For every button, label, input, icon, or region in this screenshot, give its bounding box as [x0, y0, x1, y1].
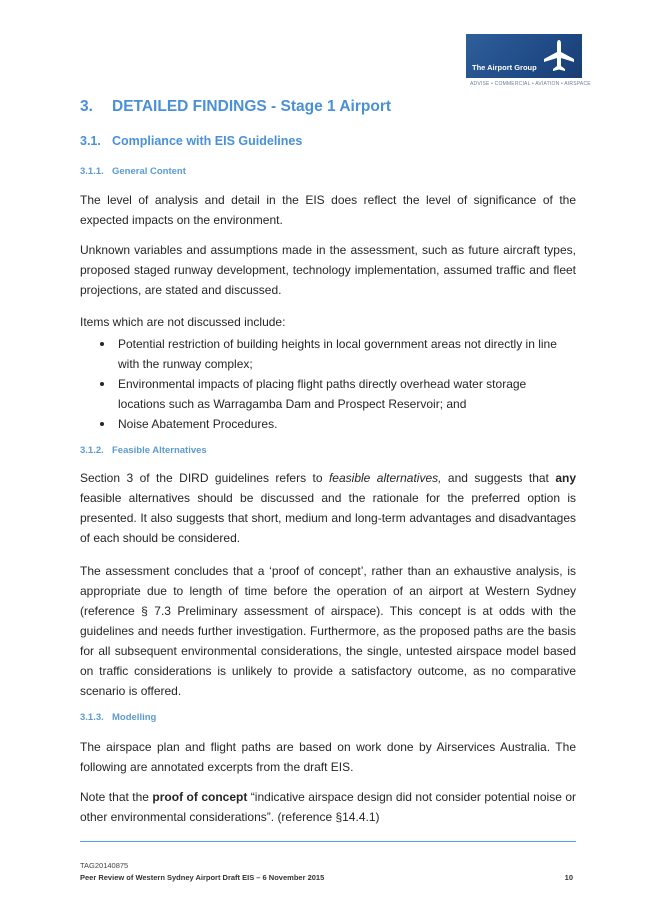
bullet-icon [100, 382, 104, 386]
airplane-icon [541, 38, 577, 74]
general-content-paragraph-1: The level of analysis and detail in the EIS does reflect the level of significance of the expected impacts on the environment. [80, 193, 576, 227]
logo-text: The Airport Group [472, 63, 537, 72]
logo-tagline: ADVISE • COMMERCIAL • AVIATION • AIRSPACE [470, 81, 591, 87]
text-run: Note that the [80, 790, 153, 804]
feasible-alternatives-heading [80, 445, 207, 456]
text-run: “indicative airspace design did not consider potential noise or other environmental considerations”. (reference §14.4.1) [80, 790, 576, 824]
section-heading [80, 98, 391, 116]
general-content-paragraph-2: Unknown variables and assumptions made in the assessment, such as future aircraft types, proposed staged runway development, technology implementation, assumed traffic and fleet projections, are stated and discussed. [80, 243, 576, 297]
list-item-text: Environmental impacts of placing flight paths directly overhead water storage locations such as Warragamba Dam and Prospect Reservoir; and [118, 377, 527, 411]
list-item [80, 374, 576, 414]
general-content-heading [80, 166, 186, 177]
modelling-heading [80, 712, 156, 723]
company-logo [466, 34, 582, 78]
list-item-text: Potential restriction of building heights in local government areas not directly in line with the runway complex; [118, 337, 557, 371]
general-content-paragraph-3: Items which are not discussed include: [80, 315, 286, 329]
subsection-title: Compliance with EIS Guidelines [112, 134, 303, 148]
bold-term: proof of concept [152, 790, 248, 804]
list-item [80, 334, 576, 374]
bullet-icon [100, 342, 104, 346]
heading-title: General Content [112, 166, 186, 177]
list-item [80, 414, 576, 434]
not-discussed-list [80, 334, 576, 434]
section-number: 3. [80, 98, 93, 115]
text-run: and suggests that [441, 471, 556, 485]
feasible-alternatives-paragraph-2: The assessment concludes that a ‘proof of concept’, rather than an exhaustive analysis, is appropriate due to length of time before the operation of an airport at Western Sydney (reference § 7.3 Preliminary assessment of airspace). This concept is at odds with the guidelines and needs further investigation. Furthermore, as the proposed paths are the basis for all subsequent environmental considerations, the single, untested airspace model based on traffic considerations is unlikely to provide a satisfactory outcome, as no comparative scenario is offered. [80, 564, 576, 698]
modelling-paragraph-1: The airspace plan and flight paths are based on work done by Airservices Australia. The following are annotated excerpts from the draft EIS. [80, 740, 576, 774]
subsection-heading [80, 134, 302, 148]
list-item-text: Noise Abatement Procedures. [118, 417, 278, 431]
subsection-number: 3.1. [80, 134, 101, 148]
document-title: Peer Review of Western Sydney Airport Draft EIS – 6 November 2015 [80, 873, 325, 882]
document-reference: TAG20140875 [80, 861, 129, 870]
heading-number: 3.1.2. [80, 445, 104, 456]
feasible-alternatives-paragraph-1 [80, 468, 576, 548]
italic-term: feasible alternatives, [328, 471, 442, 485]
modelling-paragraph-2 [80, 787, 576, 827]
bullet-icon [100, 422, 104, 426]
page-number: 10 [564, 873, 573, 882]
heading-title: Feasible Alternatives [112, 445, 207, 456]
text-run: feasible alternatives should be discussed and the rationale for the preferred option is presented. It also suggests that short, medium and long-term advantages and disadvantages of each should be considered. [80, 491, 576, 545]
heading-number: 3.1.3. [80, 712, 104, 723]
footer-divider [80, 841, 576, 842]
section-title: DETAILED FINDINGS - Stage 1 Airport [112, 98, 392, 115]
heading-title: Modelling [112, 712, 157, 723]
bold-term: any [555, 471, 576, 485]
text-run: Section 3 of the DIRD guidelines refers to [80, 471, 329, 485]
heading-number: 3.1.1. [80, 166, 104, 177]
